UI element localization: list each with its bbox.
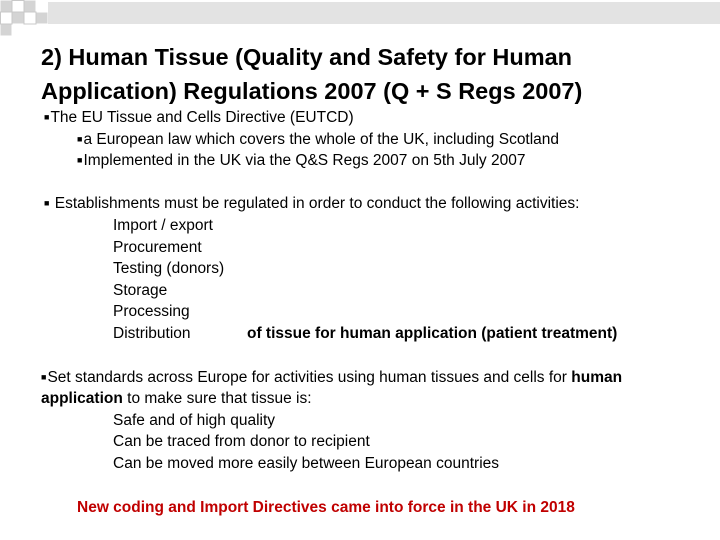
establishments-bullet-text: Establishments must be regulated in order to conduct the following activities: xyxy=(54,195,580,212)
standards-text-end: to make sure that tissue is: xyxy=(127,390,312,407)
bullet-square-icon: ■ xyxy=(44,112,50,122)
eutcd-sub-item-1-text: a European law which covers the whole of the UK, including Scotland xyxy=(83,131,560,148)
standards-item: Can be traced from donor to recipient xyxy=(113,433,370,450)
standards-item: Safe and of high quality xyxy=(113,412,276,429)
eutcd-bullet-text: The EU Tissue and Cells Directive (EUTCD) xyxy=(50,109,354,126)
activity-item: Distribution xyxy=(113,325,191,342)
bullet-square-icon: ■ xyxy=(77,134,83,144)
footer-note: New coding and Import Directives came into force in the UK in 2018 xyxy=(77,499,575,516)
standards-bullet xyxy=(41,367,622,389)
establishments-bullet xyxy=(44,193,579,215)
activity-item: Testing (donors) xyxy=(113,260,225,277)
eutcd-sub-item-2 xyxy=(77,150,525,172)
bullet-square-icon: ■ xyxy=(77,155,83,165)
activity-item: Storage xyxy=(113,282,168,299)
activities-suffix: of tissue for human application (patient treatment) xyxy=(247,325,618,342)
standards-bold-application: application xyxy=(41,390,123,407)
eutcd-bullet xyxy=(44,107,354,129)
slide-title-line-2: Application) Regulations 2007 (Q + S Regs 2007) xyxy=(41,78,583,104)
standards-bullet-cont xyxy=(41,388,312,410)
slide-title-line-1: 2) Human Tissue (Quality and Safety for Human xyxy=(41,44,573,70)
activity-item: Procurement xyxy=(113,239,202,256)
bullet-square-icon: ■ xyxy=(41,372,47,382)
activity-item: Processing xyxy=(113,303,190,320)
standards-bold-human: human xyxy=(571,369,623,386)
decorative-grid-pattern xyxy=(0,0,720,40)
standards-text-start: Set standards across Europe for activities using human tissues and cells for xyxy=(47,369,567,386)
standards-item: Can be moved more easily between European countries xyxy=(113,455,500,472)
bullet-square-icon: ■ xyxy=(44,198,50,208)
eutcd-sub-item-2-text: Implemented in the UK via the Q&S Regs 2007 on 5th July 2007 xyxy=(83,152,526,169)
activity-item: Import / export xyxy=(113,217,213,234)
eutcd-sub-item-1 xyxy=(77,129,559,151)
slide-title xyxy=(41,40,701,108)
